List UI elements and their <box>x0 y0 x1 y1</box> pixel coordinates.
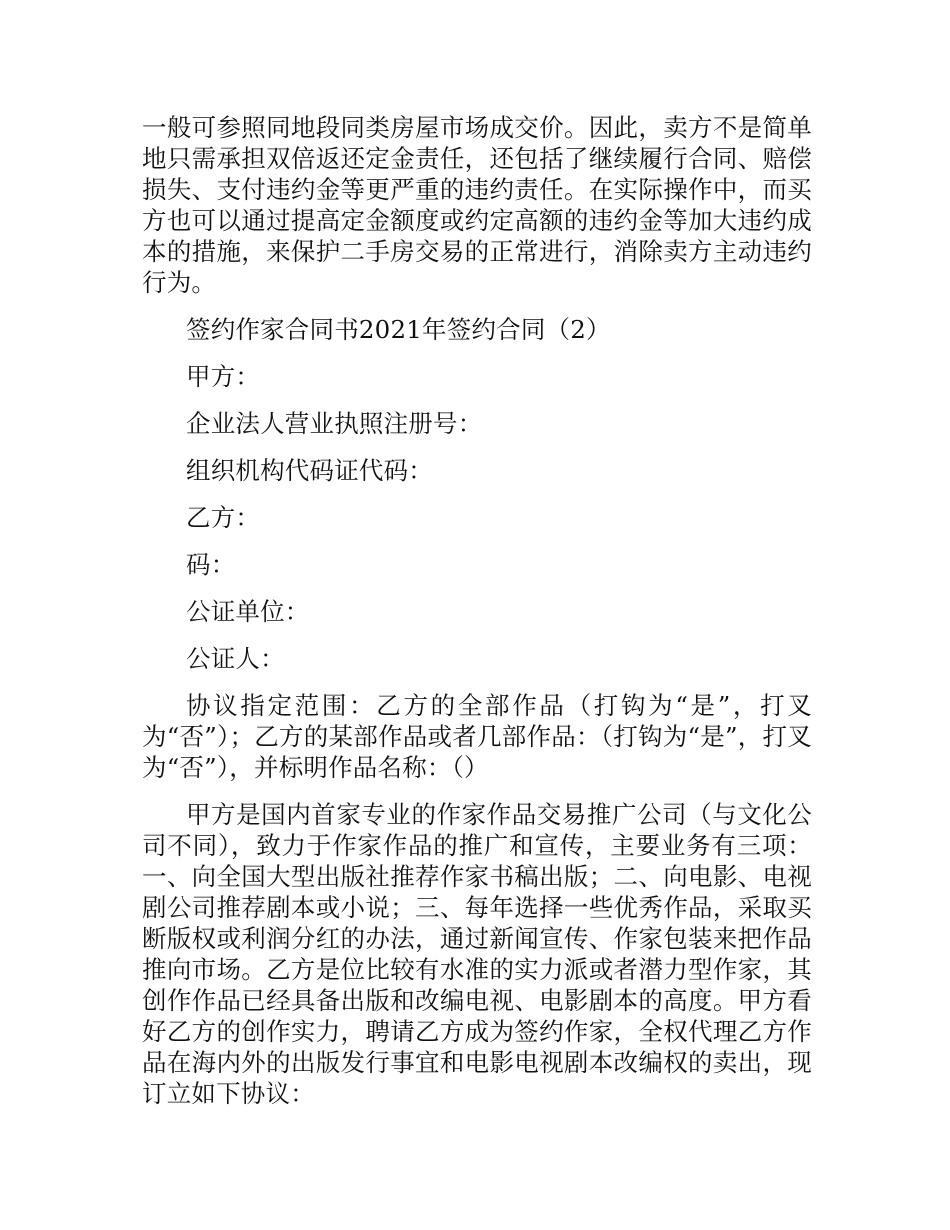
field-org-code: 组织机构代码证代码： <box>186 456 433 485</box>
field-business-license: 企业法人营业执照注册号： <box>186 409 483 438</box>
paragraph-intro: 一般可参照同地段同类房屋市场成交价。因此，卖方不是简单地只需承担双倍返还定金责任，还包括了继续履行合同、赔偿损失、支付违约金等更严重的违约责任。在实际操作中，而买方也可以通过提高定金额度或约定高额的违约金等加大违约成本的措施，来保护二手房交易的正常进行，消除卖方主动违约行为。 <box>142 113 812 297</box>
field-notary: 公证人： <box>186 644 285 673</box>
field-party-a: 甲方： <box>186 362 261 391</box>
field-party-b: 乙方： <box>186 503 261 532</box>
document-body <box>142 112 812 1125</box>
field-code: 码： <box>186 550 236 579</box>
paragraph-body: 甲方是国内首家专业的作家作品交易推广公司（与文化公司不同），致力于作家作品的推广和宣传，主要业务有三项：一、向全国大型出版社推荐作家书稿出版；二、向电影、电视剧公司推荐剧本或小说；三、每年选择一些优秀作品，采取买断版权或利润分红的办法，通过新闻宣传、作家包装来把作品推向市场。乙方是位比较有水准的实力派或者潜力型作家，其创作作品已经具备出版和改编电视、电影剧本的高度。甲方看好乙方的创作实力，聘请乙方成为签约作家，全权代理乙方作品在海内外的出版发行事宜和电影电视剧本改编权的卖出，现订立如下协议： <box>142 800 812 1108</box>
field-notary-unit: 公证单位： <box>186 597 310 626</box>
paragraph-scope: 协议指定范围：乙方的全部作品（打钩为“是”，打叉为“否”）；乙方的某部作品或者几部作品：（打钩为“是”，打叉为“否”），并标明作品名称：（） <box>142 691 812 782</box>
contract-title: 签约作家合同书2021年签约合同（2） <box>186 315 611 344</box>
